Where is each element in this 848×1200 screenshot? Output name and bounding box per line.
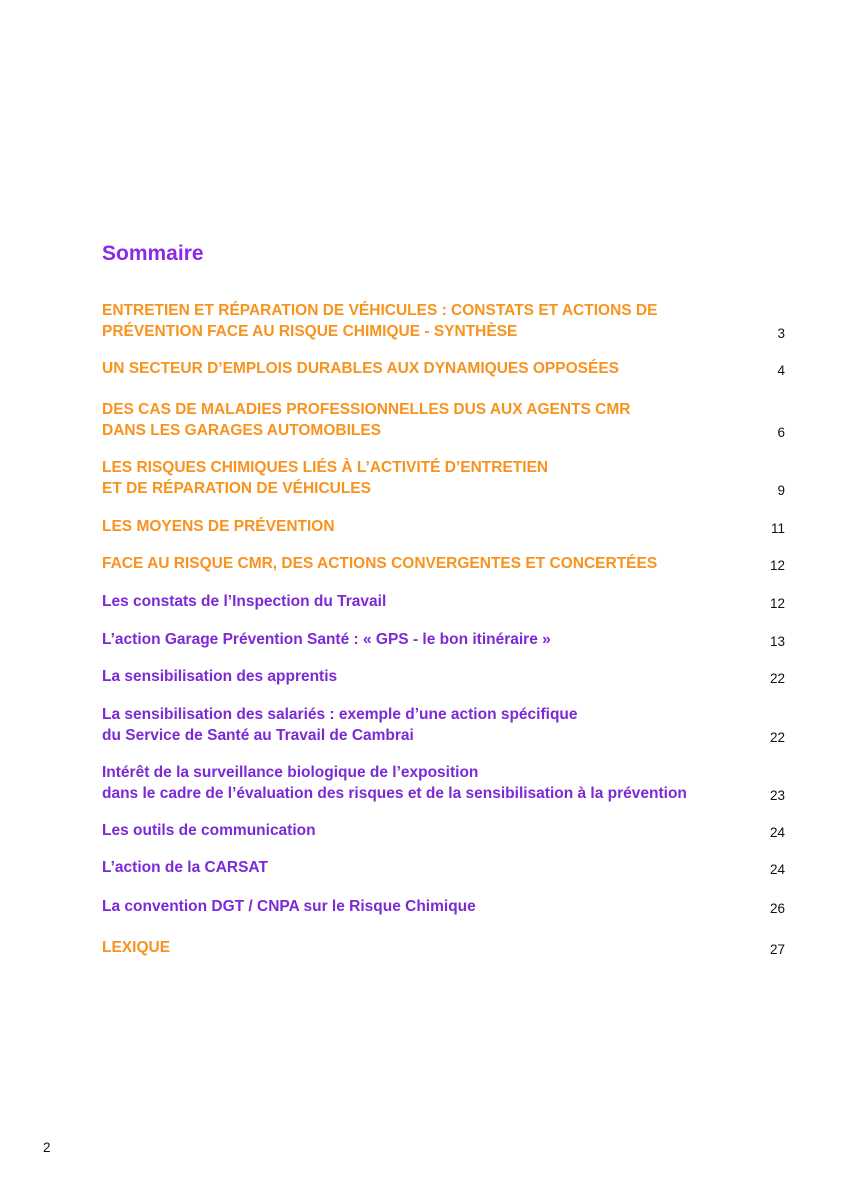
toc-entry-title: [102, 937, 742, 958]
toc-entry-line: ENTRETIEN ET RÉPARATION DE VÉHICULES : CONSTATS ET ACTIONS DE: [102, 302, 658, 319]
toc-page-number: 26: [769, 901, 785, 916]
toc-page-number: 6: [777, 425, 785, 440]
toc-entry[interactable]: [102, 457, 785, 499]
toc-entry-title: [102, 666, 742, 687]
toc-entry-line: L’action de la CARSAT: [102, 859, 268, 876]
toc-entry[interactable]: [102, 704, 785, 746]
toc-page-number: 23: [769, 788, 785, 803]
toc-entry-title: [102, 704, 742, 746]
toc-entry-title: [102, 300, 742, 342]
toc-entry-title: [102, 820, 742, 841]
toc-entry-line: PRÉVENTION FACE AU RISQUE CHIMIQUE - SYNTHÈSE: [102, 323, 518, 340]
toc-entry-line: DANS LES GARAGES AUTOMOBILES: [102, 422, 382, 439]
toc-entry-title: [102, 857, 742, 878]
toc-page-number: 24: [769, 825, 785, 840]
toc-entry[interactable]: [102, 300, 785, 342]
toc-entry[interactable]: [102, 666, 785, 687]
toc-entry-title: [102, 591, 742, 612]
toc-entry-title: [102, 399, 742, 441]
toc-entry-title: [102, 896, 742, 917]
toc-page-number: 27: [769, 942, 785, 957]
toc-entry[interactable]: [102, 516, 785, 537]
toc-entry-line: LES RISQUES CHIMIQUES LIÉS À L’ACTIVITÉ D’ENTRETIEN: [102, 459, 549, 476]
toc-entry[interactable]: [102, 591, 785, 612]
toc-entry[interactable]: [102, 820, 785, 841]
toc-entry-line: DES CAS DE MALADIES PROFESSIONNELLES DUS AUX AGENTS CMR: [102, 401, 631, 418]
toc-entry-line: FACE AU RISQUE CMR, DES ACTIONS CONVERGENTES ET CONCERTÉES: [102, 555, 658, 572]
toc-entry-line: L’action Garage Prévention Santé : « GPS - le bon itinéraire »: [102, 631, 551, 648]
toc-entry-title: [102, 516, 742, 537]
toc-entry[interactable]: [102, 857, 785, 878]
toc-entry[interactable]: [102, 399, 785, 441]
toc-page-number: 13: [769, 634, 785, 649]
toc-page-number: 22: [769, 730, 785, 745]
toc-entry-line: ET DE RÉPARATION DE VÉHICULES: [102, 480, 371, 497]
toc-entry-line: La sensibilisation des apprentis: [102, 668, 338, 685]
toc-page-number: 24: [769, 862, 785, 877]
toc-entry[interactable]: [102, 629, 785, 650]
toc-page-number: 11: [770, 521, 785, 536]
toc-entry[interactable]: [102, 937, 785, 958]
toc-entry[interactable]: [102, 896, 785, 917]
toc-entry-title: [102, 553, 742, 574]
toc-entry-title: [102, 457, 742, 499]
toc-entry-title: [102, 629, 742, 650]
toc-page-number: 12: [769, 558, 785, 573]
toc-entry-line: LES MOYENS DE PRÉVENTION: [102, 518, 335, 535]
toc-entry-line: UN SECTEUR D’EMPLOIS DURABLES AUX DYNAMIQUES OPPOSÉES: [102, 360, 620, 377]
toc-entry-title: [102, 358, 742, 379]
toc-entry-title: [102, 762, 742, 804]
toc-entry[interactable]: [102, 553, 785, 574]
toc-entry-line: Intérêt de la surveillance biologique de l’exposition: [102, 764, 479, 781]
toc-entry[interactable]: [102, 762, 785, 804]
toc-page-number: 3: [777, 326, 785, 341]
page-title: Sommaire: [102, 242, 204, 265]
toc-entry-line: Les outils de communication: [102, 822, 316, 839]
page-number: 2: [43, 1140, 51, 1155]
toc-entry[interactable]: [102, 358, 785, 379]
toc-page-number: 22: [769, 671, 785, 686]
toc-page-number: 12: [769, 596, 785, 611]
toc-entry-line: dans le cadre de l’évaluation des risques et de la sensibilisation à la prévention: [102, 785, 687, 802]
toc-entry-line: Les constats de l’Inspection du Travail: [102, 593, 387, 610]
toc-entry-line: du Service de Santé au Travail de Cambrai: [102, 727, 414, 744]
table-of-contents: [102, 0, 785, 1200]
toc-entry-line: La convention DGT / CNPA sur le Risque Chimique: [102, 898, 476, 915]
toc-entry-line: La sensibilisation des salariés : exemple d’une action spécifique: [102, 706, 578, 723]
toc-entry-line: LEXIQUE: [102, 939, 171, 956]
toc-page-number: 9: [777, 483, 785, 498]
toc-page-number: 4: [777, 363, 785, 378]
